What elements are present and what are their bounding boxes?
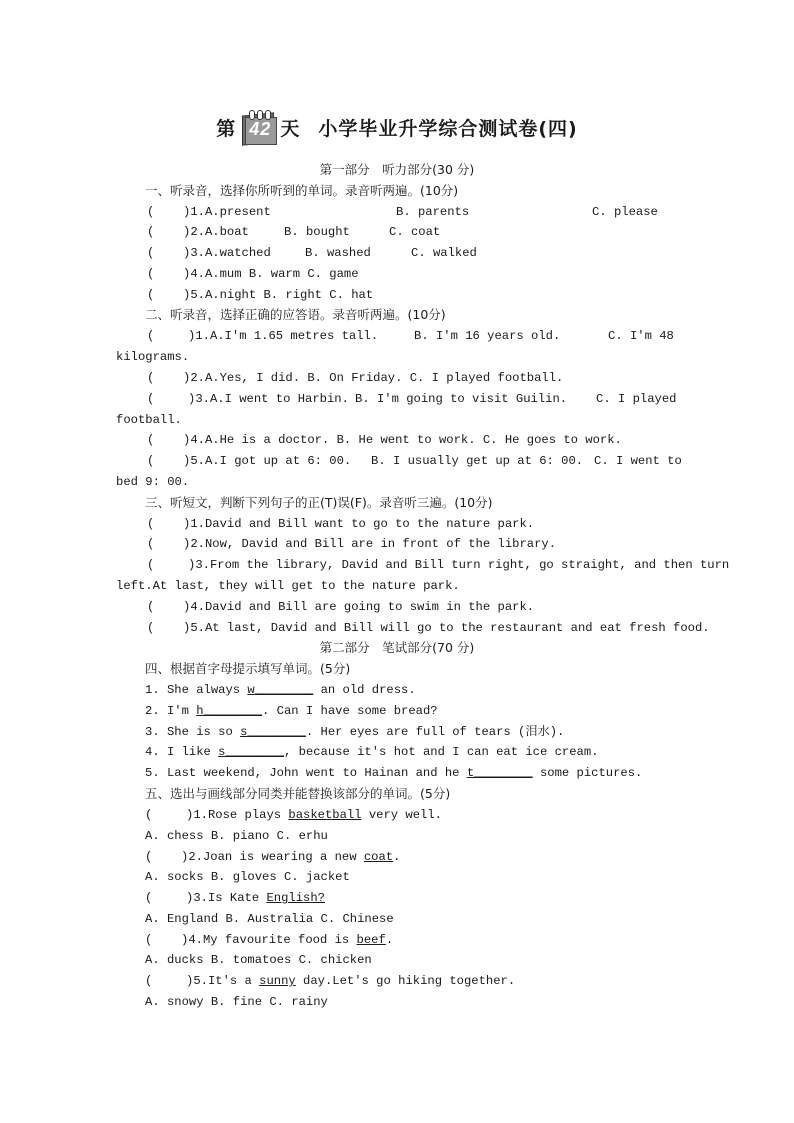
- option-c: C. I went to: [594, 454, 682, 468]
- fill-blank[interactable]: s________: [240, 725, 306, 739]
- list-item: ( )3.A.watched: [147, 246, 271, 260]
- fill-blank[interactable]: t________: [466, 766, 533, 780]
- list-item: ( )2.Now, David and Bill are in front of the library.: [147, 537, 557, 551]
- page-title: [0, 112, 794, 144]
- list-item: ( )1.A.present: [147, 205, 271, 219]
- option-b: B. bought: [284, 225, 350, 239]
- list-item: ( )3.A.I went to Harbin.: [147, 392, 349, 406]
- list-item: 5. Last weekend, John went to Hainan and he t________ some pictures.: [145, 766, 643, 780]
- list-item: ( )1.Rose plays basketball very well.: [145, 808, 442, 822]
- options-line: A. England B. Australia C. Chinese: [145, 912, 394, 926]
- part1-heading: 第一部分 听力部分(30 分): [319, 162, 475, 177]
- title-name: 小学毕业升学综合测试卷(四): [318, 118, 578, 140]
- list-item: 1. She always w________ an old dress.: [145, 683, 416, 697]
- list-item: ( )4.David and Bill are going to swim in the park.: [147, 600, 535, 614]
- list-item: ( )1.David and Bill want to go to the nature park.: [147, 517, 535, 531]
- title-suffix: 天: [280, 118, 301, 140]
- options-line: A. ducks B. tomatoes C. chicken: [145, 953, 372, 967]
- list-item: ( )4.My favourite food is beef.: [145, 933, 394, 947]
- option-c: C. I'm 48: [608, 329, 674, 343]
- list-item: ( )4.A.He is a doctor. B. He went to work. C. He goes to work.: [147, 433, 622, 447]
- fill-blank[interactable]: w________: [247, 683, 314, 697]
- option-b: B. I usually get up at 6: 00.: [371, 454, 584, 468]
- options-line: A. snowy B. fine C. rainy: [145, 995, 328, 1009]
- list-item: ( )5.At last, David and Bill will go to the restaurant and eat fresh food.: [147, 621, 710, 635]
- option-c: C. please: [592, 205, 658, 219]
- section3-heading: 三、听短文，判断下列句子的正(T)误(F)。录音听三遍。(10分): [145, 495, 493, 510]
- list-item: 3. She is so s________. Her eyes are full of tears (泪水).: [145, 725, 565, 739]
- list-item: ( )3.From the library, David and Bill turn right, go straight, and then turn: [147, 558, 730, 572]
- part2-heading: 第二部分 笔试部分(70 分): [319, 640, 475, 655]
- list-item: ( )5.A.night B. right C. hat: [147, 288, 374, 302]
- option-c: C. I played: [596, 392, 677, 406]
- fill-blank[interactable]: s________: [218, 745, 284, 759]
- options-line: A. chess B. piano C. erhu: [145, 829, 328, 843]
- option-c: C. coat: [389, 225, 441, 239]
- fill-blank[interactable]: h________: [196, 704, 263, 718]
- list-item: ( )1.A.I'm 1.65 metres tall.: [147, 329, 379, 343]
- list-item: ( )5.A.I got up at 6: 00.: [147, 454, 352, 468]
- option-b: B. I'm 16 years old.: [414, 329, 561, 343]
- line-continuation: left.At last, they will get to the nature park.: [116, 579, 460, 593]
- line-continuation: football.: [116, 413, 182, 427]
- list-item: ( )2.A.boat: [147, 225, 249, 239]
- title-prefix: 第: [216, 118, 237, 140]
- list-item: ( )4.A.mum B. warm C. game: [147, 267, 359, 281]
- list-item: 4. I like s________, because it's hot and I can eat ice cream.: [145, 745, 599, 759]
- section2-heading: 二、听录音，选择正确的应答语。录音听两遍。(10分): [145, 307, 446, 322]
- section5-heading: 五、选出与画线部分同类并能替换该部分的单词。(5分): [145, 786, 451, 801]
- section4-heading: 四、根据首字母提示填写单词。(5分): [145, 661, 351, 676]
- line-continuation: kilograms.: [116, 350, 190, 364]
- option-b: B. I'm going to visit Guilin.: [355, 392, 568, 406]
- list-item: ( )3.Is Kate English?: [145, 891, 325, 905]
- calendar-icon: [240, 112, 276, 144]
- section1-heading: 一、听录音，选择你所听到的单词。录音听两遍。(10分): [145, 183, 459, 198]
- list-item: ( )5.It's a sunny day.Let's go hiking together.: [145, 974, 516, 988]
- list-item: ( )2.Joan is wearing a new coat.: [145, 850, 401, 864]
- option-b: B. parents: [396, 205, 470, 219]
- option-b: B. washed: [305, 246, 371, 260]
- day-number: 42: [249, 119, 272, 139]
- option-c: C. walked: [411, 246, 477, 260]
- line-continuation: bed 9: 00.: [116, 475, 190, 489]
- options-line: A. socks B. gloves C. jacket: [145, 870, 350, 884]
- list-item: ( )2.A.Yes, I did. B. On Friday. C. I played football.: [147, 371, 564, 385]
- list-item: 2. I'm h________. Can I have some bread?: [145, 704, 438, 718]
